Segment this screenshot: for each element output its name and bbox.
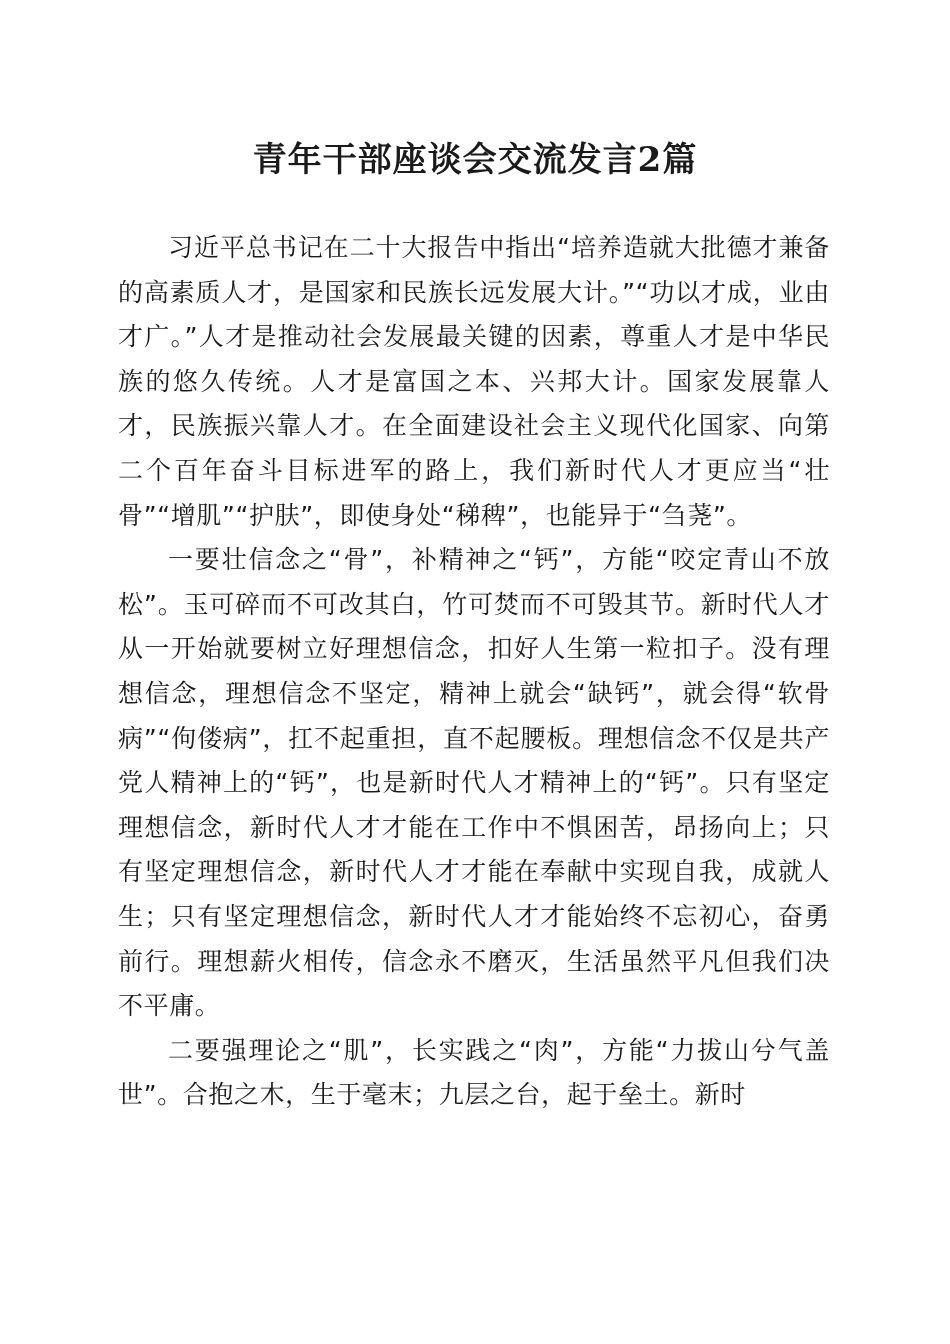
document-body xyxy=(118,226,830,1118)
paragraph-point-two: 二要强理论之“肌”，长实践之“肉”，方能“力拔山兮气盖世”。合抱之木，生于毫末；九层之台，起于垒土。新时 xyxy=(118,1035,830,1110)
paragraph-point-one: 一要壮信念之“骨”，补精神之“钙”，方能“咬定青山不放松”。玉可碎而不可改其白，竹可焚而不可毁其节。新时代人才从一开始就要树立好理想信念，扣好人生第一粒扣子。没有理想信念，理想信念不坚定，精神上就会“缺钙”，就会得“软骨病”“佝偻病”，扛不起重担，直不起腰板。理想信念不仅是共产党人精神上的“钙”，也是新时代人才精神上的“钙”。只有坚定理想信念，新时代人才才能在工作中不惧困苦，昂扬向上；只有坚定理想信念，新时代人才才能在奉献中实现自我，成就人生；只有坚定理想信念，新时代人才才能始终不忘初心，奋勇前行。理想薪火相传，信念永不磨灭，生活虽然平凡但我们决不平庸。 xyxy=(118,545,830,1021)
paragraph-intro: 习近平总书记在二十大报告中指出“培养造就大批德才兼备的高素质人才，是国家和民族长远发展大计。”“功以才成，业由才广。”人才是推动社会发展最关键的因素，尊重人才是中华民族的悠久传统。人才是富国之本、兴邦大计。国家发展靠人才，民族振兴靠人才。在全面建设社会主义现代化国家、向第二个百年奋斗目标进军的路上，我们新时代人才更应当“壮骨”“增肌”“护肤”，即使身处“稊稗”，也能异于“刍荛”。 xyxy=(118,233,830,530)
document-title: 青年干部座谈会交流发言2篇 xyxy=(252,140,698,180)
